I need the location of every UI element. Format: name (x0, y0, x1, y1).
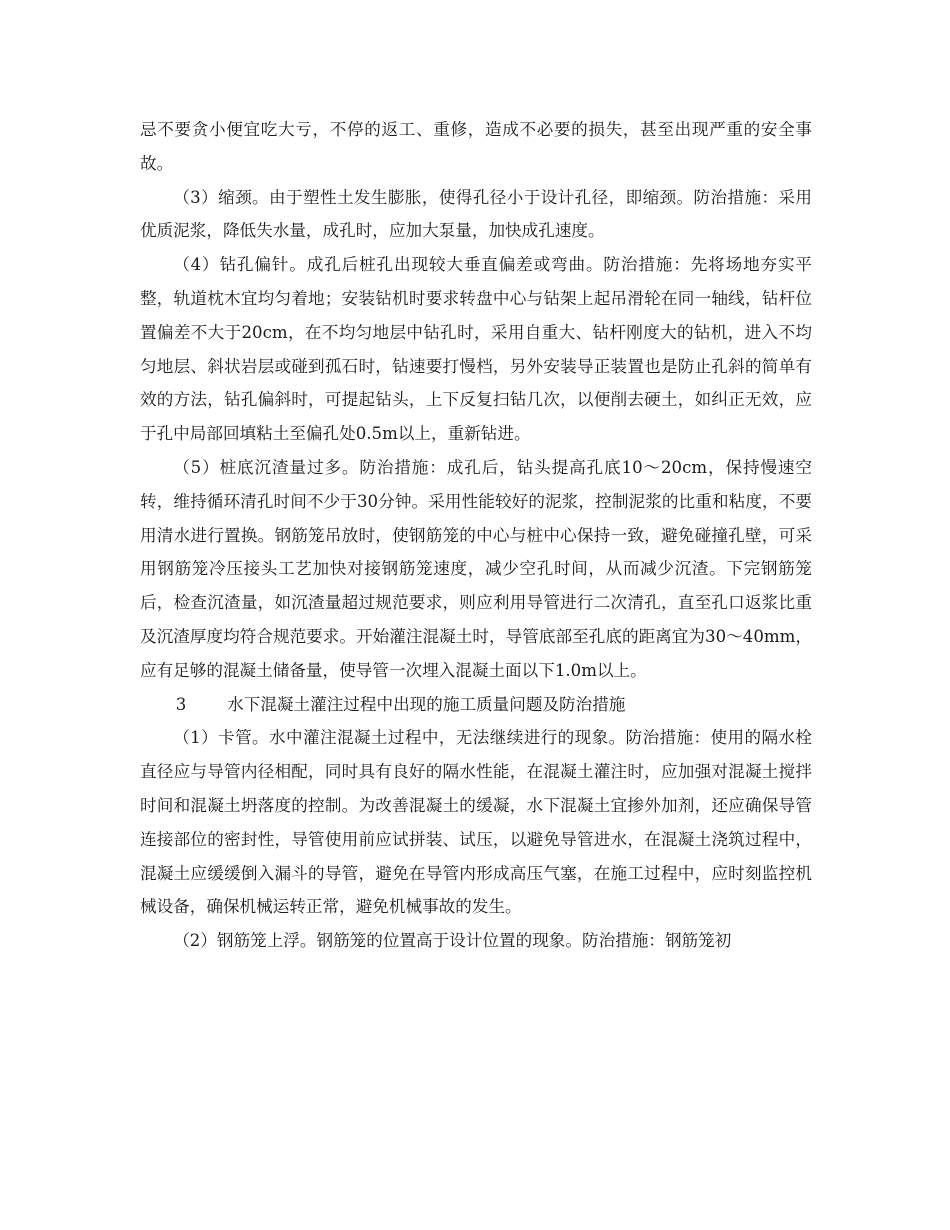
paragraph-drill-deviation: （4）钻孔偏针。成孔后桩孔出现较大垂直偏差或弯曲。防治措施：先将场地夯实平整，轨道枕木宜均匀着地；安装钻机时要求转盘中心与钻架上起吊滑轮在同一轴线，钻杆位置偏差不大于20cm，在不均匀地层中钻孔时，采用自重大、钻杆刚度大的钻机，进入不均匀地层、斜状岩层或碰到孤石时，钻速要打慢档，另外安装导正装置也是防止孔斜的简单有效的方法，钻孔偏斜时，可提起钻头，上下反复扫钻几次，以便削去硬土，如纠正无效，应于孔中局部回填粘土至偏孔处0.5m以上，重新钻进。 (140, 255, 812, 444)
paragraph-cage-floating: （2）钢筋笼上浮。钢筋笼的位置高于设计位置的现象。防治措施：钢筋笼初 (173, 931, 732, 951)
paragraph-sediment: （5）桩底沉渣量过多。防治措施：成孔后，钻头提高孔底10～20cm，保持慢速空转，维持循环清孔时间不少于30分钟。采用性能较好的泥浆，控制泥浆的比重和粘度，不要用清水进行置换。钢筋笼吊放时，使钢筋笼的中心与桩中心保持一致，避免碰撞孔壁，可采用钢筋笼冷压接头工艺加快对接钢筋笼速度，减少空孔时间，从而减少沉渣。下完钢筋笼后，检查沉渣量，如沉渣量超过规范要求，则应利用导管进行二次清孔，直至孔口返浆比重及沉渣厚度均符合规范要求。开始灌注混凝土时，导管底部至孔底的距离宜为30～40mm，应有足够的混凝土储备量，使导管一次埋入混凝土面以下1.0m以上。 (140, 457, 812, 680)
section-title: 水下混凝土灌注过程中出现的施工质量问题及防治措施 (227, 694, 626, 714)
section-number: 3 (175, 694, 187, 714)
section-heading (140, 688, 812, 722)
document-body (140, 113, 812, 958)
paragraph-pipe-blockage: （1）卡管。水中灌注混凝土过程中，无法继续进行的现象。防治措施：使用的隔水栓直径应与导管内径相配，同时具有良好的隔水性能，在混凝土灌注时，应加强对混凝土搅拌时间和混凝土坍落度的控制。为改善混凝土的缓凝，水下混凝土宜掺外加剂，还应确保导管连接部位的密封性，导管使用前应试拼装、试压，以避免导管进水，在混凝土浇筑过程中，混凝土应缓缓倒入漏斗的导管，避免在导管内形成高压气塞，在施工过程中，应时刻监控机械设备，确保机械运转正常，避免机械事故的发生。 (140, 728, 812, 917)
paragraph-continuation: 忌不要贪小便宜吃大亏，不停的返工、重修，造成不必要的损失，甚至出现严重的安全事故。 (140, 120, 812, 173)
paragraph-necking: （3）缩颈。由于塑性土发生膨胀，使得孔径小于设计孔径，即缩颈。防治措施：采用优质泥浆，降低失水量，成孔时，应加大泵量，加快成孔速度。 (140, 187, 812, 241)
